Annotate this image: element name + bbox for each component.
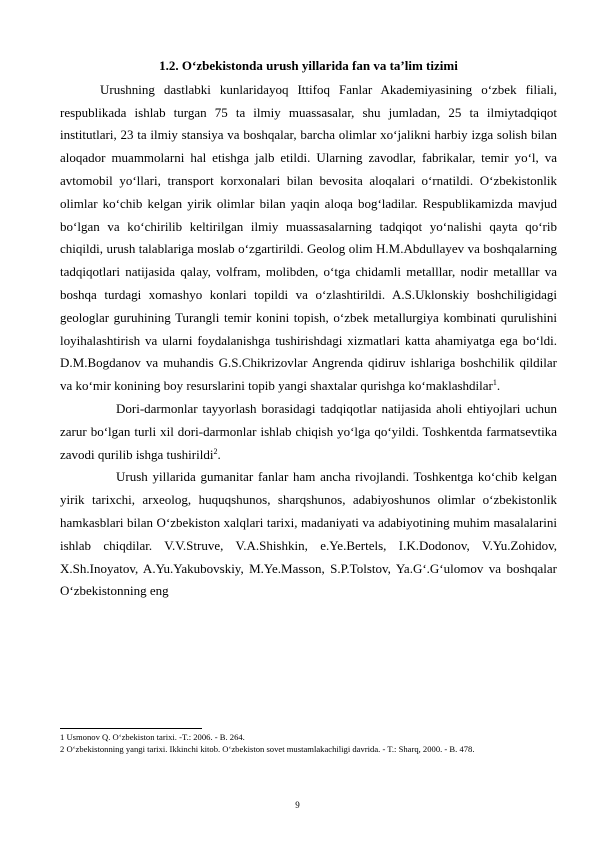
paragraph-2-text: Dori-darmonlar tayyorlash borasidagi tadqiqotlar natijasida aholi ehtiyojlari uchun zarur bo‘lgan turli xil dori-darmonlar ishlab chiqish yo‘lga qo‘yildi. Toshkentda farmatsevtika zavodi qurilib ishga tushirildi: [60, 400, 557, 462]
paragraph-1: Urushning dastlabki kunlaridayoq Ittifoq Fanlar Akademiyasining o‘zbek filiali, respublikada ishlab turgan 75 ta ilmiy muassasalar, shu jumladan, 25 ta ilmiytadqiqot institutlari, 23 ta ilmiy stansiya va boshqalar, barcha olimlar xo‘jalikni harbiy izga solish bilan aloqador muammolarni hal etishga jalb etildi. Ularning zavodlar, fabrikalar, temir yo‘l, va avtomobil yo‘llari, transport korxonalari bilan bevosita aloqalari o‘rnatildi. O‘zbekistonlik olimlar ko‘chib kelgan yirik olimlar bilan yaqin aloqa bog‘ladilar. Respublikamizda mavjud bo‘lgan va ko‘chirilib keltirilgan ilmiy muassasalarning tadqiqot yo‘nalishi qayta qo‘rib chiqildi, urush talablariga moslab o‘zgartirildi. Geolog olim H.M.Abdullayev va boshqalarning tadqiqotlari natijasida qalay, volfram, molibden, o‘tga chidamli metalllar, nodir metalllar va boshqa turdagi xomashyo konlari topildi va o‘zlashtirildi. A.S.Uklonskiy boshchiligidagi geologlar guruhining Turangli temir konini topish, o‘zbek metallurgiya kombinati qurulishini loyihalashtirish va ularni foydalanishga tushirishdagi xizmatlari katta ahamiyatga ega bo‘ldi. D.M.Bogdanov va muhandis G.S.Chikrizovlar Angrenda qidiruv ishlariga boshchilik qildilar va ko‘mir konining boy resurslarini topib yangi shaxtalar qurishga ko‘maklashdilar$^1$.: [60, 81, 557, 394]
footnote-divider: [60, 728, 202, 729]
footnote-1: 1 Usmonov Q. O‘zbekiston tarixi. -T.: 2006. - B. 264.: [60, 732, 245, 742]
paragraph-2: Dori-darmonlar tayyorlash borasidagi tadqiqotlar natijasida aholi ehtiyojlari uchun zarur bo‘lgan turli xil dori-darmonlar ishlab chiqish yo‘lga qo‘yildi. Toshkentda farmatsevtika zavodi qurilib ishga tushirildi$^2$.: [60, 400, 557, 462]
paragraph-1-text: Urushning dastlabki kunlaridayoq Ittifoq Fanlar Akademiyasining o‘zbek filiali, respublikada ishlab turgan 75 ta ilmiy muassasalar, shu jumladan, 25 ta ilmiytadqiqot institutlari, 23 ta ilmiy stansiya va boshqalar, barcha olimlar xo‘jalikni harbiy izga solish bilan aloqador muammolarni hal etishga jalb etildi. Ularning zavodlar, fabrikalar, temir yo‘l, va avtomobil yo‘llari, transport korxonalari bilan bevosita aloqalari o‘rnatildi. O‘zbekistonlik olimlar ko‘chib kelgan yirik olimlar bilan yaqin aloqa bog‘ladilar. Respublikamizda mavjud bo‘lgan va ko‘chirilib keltirilgan ilmiy muassasalarning tadqiqot yo‘nalishi qayta qo‘rib chiqildi, urush talablariga moslab o‘zgartirildi. Geolog olim H.M.Abdullayev va boshqalarning tadqiqotlari natijasida qalay, volfram, molibden, o‘tga chidamli metalllar, nodir metalllar va boshqa turdagi xomashyo konlari topildi va o‘zlashtirildi. A.S.Uklonskiy boshchiligidagi geologlar guruhining Turangli temir konini topish, o‘zbek metallurgiya kombinati qurulishini loyihalashtirish va ularni foydalanishga tushirishdagi xizmatlari katta ahamiyatga ega bo‘ldi. D.M.Bogdanov va muhandis G.S.Chikrizovlar Angrenda qidiruv ishlariga boshchilik qildilar va ko‘mir konining boy resurslarini topib yangi shaxtalar qurishga ko‘maklashdilar: [60, 81, 557, 394]
paragraph-3: [60, 466, 557, 603]
footnote-ref-1: 1: [492, 378, 497, 388]
footnotes-area: [60, 728, 557, 755]
section-heading: 1.2. O‘zbekistonda urush yillarida fan va ta’lim tizimi: [159, 58, 458, 73]
document-page: [60, 55, 557, 603]
footnote-2: 2 O‘zbekistonning yangi tarixi. Ikkinchi kitob. O‘zbekiston sovet mustamlakachiligi davrida. - T.: Sharq, 2000. - B. 478.: [60, 744, 475, 754]
page-number: 9: [295, 800, 300, 810]
paragraph-3-text: Urush yillarida gumanitar fanlar ham ancha rivojlandi. Toshkentga ko‘chib kelgan yirik tarixchi, arxeolog, huquqshunos, sharqshunos, adabiyoshunos olimlar o‘zbekistonlik hamkasblari bilan O‘zbekiston xalqlari tarixi, madaniyati va adabiyotining muhim masalalarini ishlab chiqdilar. V.V.Struve, V.A.Shishkin, e.Ye.Bertels, I.K.Dodonov, V.Yu.Zohidov, X.Sh.Inoyatov, A.Yu.Yakubovskiy, M.Ye.Masson, S.P.Tolstov, Ya.G‘.G‘ulomov va boshqalar O‘zbekistonning eng: [60, 469, 557, 599]
footnote-ref-2: 2: [213, 446, 218, 456]
